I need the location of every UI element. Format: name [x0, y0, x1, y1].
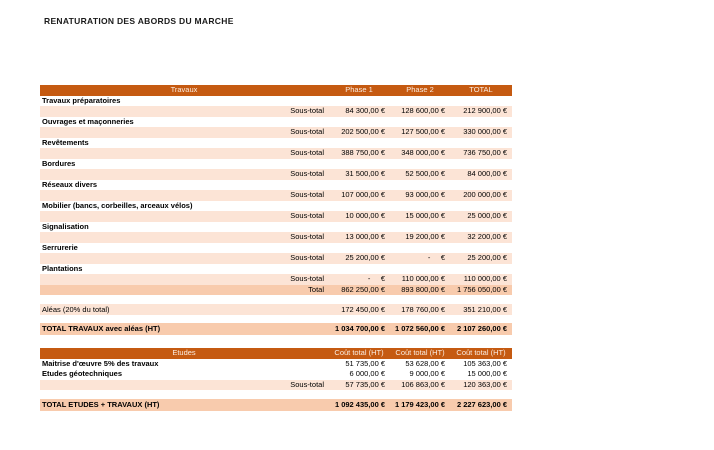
section-label: Travaux préparatoires: [42, 95, 121, 105]
total-value: 32 200,00 €: [467, 232, 507, 241]
total-header: TOTAL: [469, 85, 493, 94]
phase1-value: 1 092 435,00 €: [334, 400, 385, 409]
phase1-value: - €: [367, 274, 385, 283]
phase1-value: 1 034 700,00 €: [334, 324, 385, 333]
section-row: [40, 201, 512, 212]
subtotal-label: Sous-total: [290, 169, 324, 178]
section-row: [40, 180, 512, 191]
phase2-value: 106 863,00 €: [401, 379, 445, 389]
section-label: Revêtements: [42, 137, 89, 147]
phase1-value: 862 250,00 €: [341, 284, 385, 294]
phase2-value: 127 500,00 €: [401, 127, 445, 136]
spacer: [40, 315, 512, 323]
etudes-grand-total-row: [40, 399, 512, 411]
phase2-value: 9 000,00 €: [409, 369, 445, 378]
phase1-value: 172 450,00 €: [341, 305, 385, 314]
aleas-label: Aléas (20% du total): [42, 305, 110, 314]
phase1-value: 107 000,00 €: [341, 190, 385, 199]
phase2-value: 348 000,00 €: [401, 148, 445, 157]
subtotal-label: Sous-total: [290, 253, 324, 262]
total-value: 736 750,00 €: [463, 148, 507, 157]
total-value: 120 363,00 €: [463, 379, 507, 389]
aleas-row: [40, 304, 512, 315]
phase1-value: 13 000,00 €: [345, 232, 385, 241]
total-value: 2 107 260,00 €: [456, 324, 507, 333]
page-title: RENATURATION DES ABORDS DU MARCHE: [44, 16, 234, 26]
section-label: Réseaux divers: [42, 179, 98, 189]
phase1-value: 84 300,00 €: [345, 106, 385, 115]
phase2-value: 178 760,00 €: [401, 305, 445, 314]
phase2-value: 19 200,00 €: [405, 232, 445, 241]
phase1-value: 10 000,00 €: [345, 211, 385, 220]
travaux-header-label: Travaux: [170, 85, 198, 94]
section-label: Bordures: [42, 158, 76, 168]
phase2-value: 15 000,00 €: [405, 211, 445, 220]
section-label: Mobilier (bancs, corbeilles, arceaux vélos): [42, 200, 193, 210]
spacer: [40, 390, 512, 399]
cost-tables: [40, 85, 512, 411]
etudes-row-label: Etudes géotechniques: [42, 369, 123, 378]
section-subtotal-row: [40, 190, 512, 201]
phase2-value: 1 179 423,00 €: [394, 400, 445, 409]
section-label: Serrurerie: [42, 242, 78, 252]
total-value: 105 363,00 €: [463, 358, 507, 368]
spacer: [40, 335, 512, 348]
section-row: [40, 117, 512, 128]
spacer: [40, 295, 512, 304]
section-subtotal-row: [40, 211, 512, 222]
phase2-value: 53 628,00 €: [405, 358, 445, 368]
total-value: 351 210,00 €: [463, 305, 507, 314]
total-value: 25 200,00 €: [467, 253, 507, 262]
total-value: 84 000,00 €: [467, 169, 507, 178]
total-value: 1 756 050,00 €: [456, 284, 507, 294]
phase2-value: 52 500,00 €: [405, 169, 445, 178]
phase2-value: 893 800,00 €: [401, 284, 445, 294]
phase1-header: Phase 1: [345, 85, 373, 94]
total-value: 15 000,00 €: [467, 369, 507, 378]
subtotal-label: Sous-total: [290, 274, 324, 283]
total-value: 200 000,00 €: [463, 190, 507, 199]
section-subtotal-row: [40, 106, 512, 117]
section-row: [40, 243, 512, 254]
phase1-value: 51 735,00 €: [345, 358, 385, 368]
subtotal-label: Sous-total: [290, 106, 324, 115]
total-value: 25 000,00 €: [467, 211, 507, 220]
cout1-header: Coût total (HT): [334, 348, 384, 357]
subtotal-label: Sous-total: [290, 379, 324, 389]
phase1-value: 202 500,00 €: [341, 127, 385, 136]
section-row: [40, 96, 512, 107]
travaux-total-row: [40, 285, 512, 296]
cout2-header: Coût total (HT): [395, 348, 445, 357]
total-value: 330 000,00 €: [463, 127, 507, 136]
section-row: [40, 159, 512, 170]
section-label: Signalisation: [42, 221, 89, 231]
section-row: [40, 222, 512, 233]
phase1-value: 6 000,00 €: [349, 369, 385, 378]
section-subtotal-row: [40, 253, 512, 264]
phase2-value: 110 000,00 €: [401, 274, 445, 283]
phase1-value: 31 500,00 €: [345, 169, 385, 178]
phase2-value: 1 072 560,00 €: [394, 324, 445, 333]
section-label: Ouvrages et maçonneries: [42, 116, 134, 126]
phase1-value: 25 200,00 €: [345, 253, 385, 262]
subtotal-label: Sous-total: [290, 190, 324, 199]
subtotal-label: Sous-total: [290, 127, 324, 136]
section-label: Plantations: [42, 263, 83, 273]
phase2-value: 93 000,00 €: [405, 190, 445, 199]
section-subtotal-row: [40, 232, 512, 243]
etudes-header-label: Etudes: [172, 348, 196, 357]
phase1-value: 57 735,00 €: [345, 379, 385, 389]
total-value: 110 000,00 €: [463, 274, 507, 283]
section-subtotal-row: [40, 274, 512, 285]
phase1-value: 388 750,00 €: [341, 148, 385, 157]
phase2-value: 128 600,00 €: [401, 106, 445, 115]
travaux-header-row: [40, 85, 512, 96]
section-subtotal-row: [40, 169, 512, 180]
etudes-row-moe: [40, 359, 512, 370]
subtotal-label: Sous-total: [290, 232, 324, 241]
grand-total-label: TOTAL TRAVAUX avec aléas (HT): [42, 324, 161, 333]
section-subtotal-row: [40, 127, 512, 138]
subtotal-label: Sous-total: [290, 211, 324, 220]
phase2-header: Phase 2: [406, 85, 434, 94]
etudes-header-row: [40, 348, 512, 359]
etudes-subtotal-row: [40, 380, 512, 391]
total-label: Total: [308, 284, 324, 294]
travaux-grand-total-row: [40, 323, 512, 335]
section-row: [40, 264, 512, 275]
phase2-value: - €: [427, 253, 445, 262]
grand-total-label: TOTAL ETUDES + TRAVAUX (HT): [42, 400, 160, 409]
cout3-header: Coût total (HT): [456, 348, 506, 357]
subtotal-label: Sous-total: [290, 148, 324, 157]
total-value: 2 227 623,00 €: [456, 400, 507, 409]
etudes-row-geotech: [40, 369, 512, 380]
travaux-sections: [40, 96, 512, 285]
section-subtotal-row: [40, 148, 512, 159]
etudes-row-label: Maitrise d'œuvre 5% des travaux: [42, 358, 159, 368]
section-row: [40, 138, 512, 149]
total-value: 212 900,00 €: [463, 106, 507, 115]
